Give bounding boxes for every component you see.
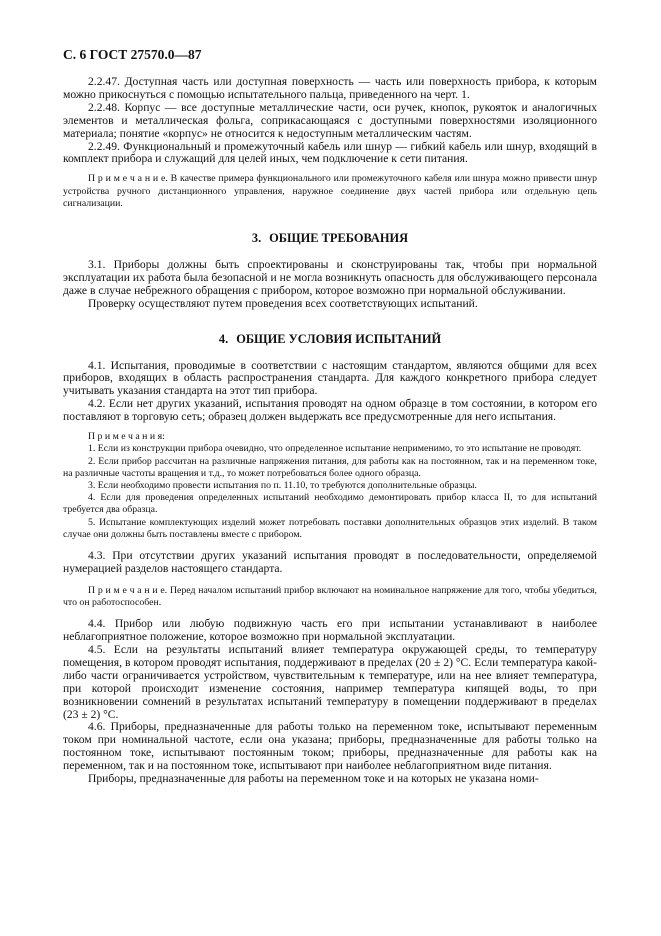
clause-4-6-continued: Приборы, предназначенные для работы на переменном токе и на которых не указана номи- [88, 772, 539, 786]
note-item: 5. Испытание комплектующих изделий может потребовать поставки дополнительных образцов этих изделий. В таком случае они должны быть поставлены вместе с прибором. [63, 516, 597, 540]
note-text: Перед началом испытаний прибор включают на номинальное напряжение для того, чтобы убедиться, что он работоспособен. [63, 584, 597, 608]
page-header: С. 6 ГОСТ 27570.0—87 [63, 47, 202, 62]
section-4-heading [63, 332, 597, 346]
note-4-3 [63, 585, 597, 609]
section-4-title: ОБЩИЕ УСЛОВИЯ ИСПЫТАНИЙ [236, 331, 442, 346]
clause-2-2-48: 2.2.48. Корпус — все доступные металлические части, оси ручек, кнопок, рукояток и аналогичных элементов и металлическая фольга, соприкасающаяся с доступными поверхностями изоляционного материала; понятие «корпус» не относится к недоступным металлическим частям. [63, 100, 597, 140]
section-3-heading [63, 231, 597, 245]
clause-4-2: 4.2. Если нет других указаний, испытания проводят на одном образце в том состоянии, в котором его поставляют в торговую сеть; образец должен выдержать все предусмотренные для него испытания. [63, 397, 597, 424]
clause-3-1-check: Проверку осуществляют путем проведения всех соответствующих испытаний. [88, 296, 478, 310]
clause-4-3: 4.3. При отсутствии других указаний испытания проводят в последовательности, определяемой нумерацией разделов настоящего стандарта. [63, 548, 597, 575]
section-3-title: ОБЩИЕ ТРЕБОВАНИЯ [269, 230, 409, 245]
note-item: 1. Если из конструкции прибора очевидно, что определенное испытание неприменимо, то это испытание не проводят. [88, 443, 582, 455]
clause-3-1: 3.1. Приборы должны быть спроектированы и сконструированы так, чтобы при нормальной эксплуатации их работа была безопасной и не могла возникнуть опасность для обслуживающего персонала даже в случае небрежного обращения с прибором, которое возможно при нормальной обслуживании. [63, 257, 597, 297]
clause-4-6: 4.6. Приборы, предназначенные для работы только на переменном токе, испытывают переменным током при номинальной частоте, если она указана; приборы, предназначенные для работы только на постоянном токе, испытывают постоянным током; приборы, предназначенные для работы как на переменном, так и на постоянном токе, испытывают при наиболее неблагоприятном виде питания. [63, 720, 597, 773]
note-text: В качестве примера функционального или промежуточного кабеля или шнура можно привести шнур устройства ручного дистанционного управления, наружное соединение двух частей прибора или отдельную цепь сигнализации. [63, 173, 597, 209]
clause-4-5: 4.5. Если на результаты испытаний влияет температура окружающей среды, то температуру помещения, в котором проводят испытания, поддерживают в пределах (20 ± 2) °С. Если температура какой-либо части ограничивается устройством, чувствительным к температуре, или на нее влияет температура, при которой происходит изменение состояния, например температура кипящей воды, то при возникновении сомнений в результатах испытаний температуру в помещении поддерживают в пределах (23 ± 2) °С. [63, 642, 597, 721]
section-3-number: 3. [251, 230, 262, 245]
clause-4-4: 4.4. Прибор или любую подвижную часть его при испытании устанавливают в наиболее неблагоприятное положение, которое возможно при нормальной эксплуатации. [63, 617, 597, 644]
clause-4-1: 4.1. Испытания, проводимые в соответствии с настоящим стандартом, являются общими для всех приборов, входящих в область распространения стандарта. Для каждого конкретного прибора следует учитывать указания стандарта на этот тип прибора. [63, 358, 597, 398]
note-label: П р и м е ч а н и е. [88, 584, 168, 596]
note-label: П р и м е ч а н и е. [88, 173, 168, 185]
note-item: 4. Если для проведения определенных испытаний необходимо демонтировать прибор класса II, то для испытаний требуется два образца. [63, 492, 597, 516]
notes-label: П р и м е ч а н и я: [88, 431, 165, 443]
note-item: 2. Если прибор рассчитан на различные напряжения питания, для работы как на постоянном, так и на переменном токе, на различные частоты вращения и т.д., то может потребоваться более одного образца. [63, 455, 597, 479]
clause-2-2-47: 2.2.47. Доступная часть или доступная поверхность — часть или поверхность прибора, к которым можно прикоснуться с помощью испытательного пальца, приведенного на черт. 1. [63, 75, 597, 101]
section-4-number: 4. [218, 331, 229, 346]
note-2-2-49 [63, 173, 597, 210]
note-item: 3. Если необходимо провести испытания по п. 11.10, то требуются дополнительные образцы. [88, 479, 477, 491]
clause-2-2-49: 2.2.49. Функциональный и промежуточный кабель или шнур — гибкий кабель или шнур, входящий в комплект прибора и служащий для целей иных, чем подключение к сети питания. [63, 139, 597, 166]
